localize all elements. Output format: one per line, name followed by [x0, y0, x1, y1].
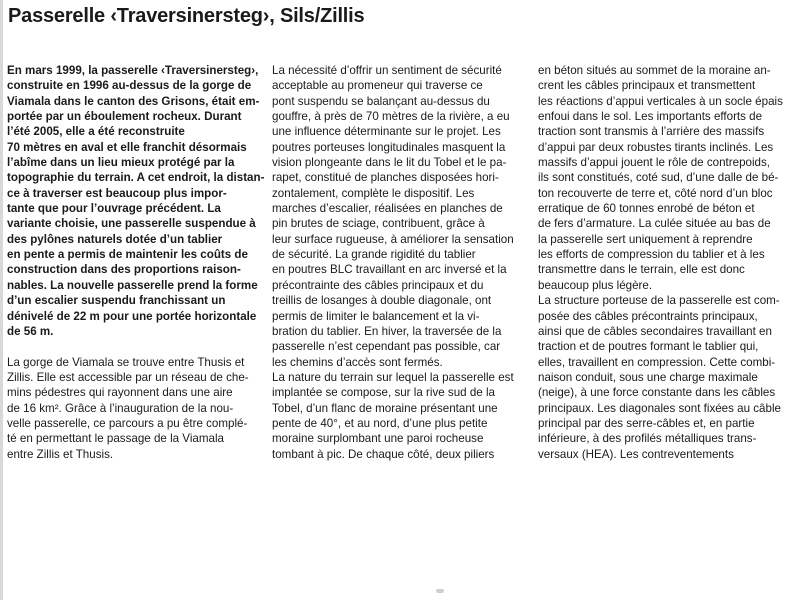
body-paragraph — [7, 355, 264, 462]
text-line: pont suspendu se balançant au-dessus du — [272, 94, 490, 108]
text-line: velle passerelle, ce parcours a pu être complé- — [7, 416, 248, 430]
text-line: poutres porteuses longitudinales masquent la — [272, 140, 506, 154]
text-line: d’un escalier suspendu franchissant un — [7, 294, 226, 308]
text-line: principal par des serre-câbles et, en partie — [538, 416, 755, 430]
text-line: leur surface rugueuse, à améliorer la sensation — [272, 232, 514, 246]
text-line: La gorge de Viamala se trouve entre Thusis et — [7, 355, 245, 369]
text-line: de sécurité. La grande rigidité du tablier — [272, 248, 476, 262]
text-line: une influence déterminante sur le projet. Les — [272, 125, 501, 139]
paragraph-gap — [7, 339, 264, 354]
text-line: tombant à pic. De chaque côté, deux piliers — [272, 447, 495, 461]
text-line: naison conduit, sous une charge maximale — [538, 370, 758, 384]
text-line: enfoui dans le sol. Les importants efforts de — [538, 110, 763, 124]
text-line: de fers d’armature. La culée située au bas de — [538, 217, 771, 231]
text-line: bration du tablier. En hiver, la traversée de la — [272, 324, 502, 338]
text-line: traction et de poutres formant le tablier qui, — [538, 340, 759, 354]
text-line: mins pédestres qui rayonnent dans une aire — [7, 386, 233, 400]
text-line: posée des câbles précontraints principaux, — [538, 309, 758, 323]
text-line: principaux. Les diagonales sont fixées au câble — [538, 401, 781, 415]
text-line: les chemins d’accès sont fermés. — [272, 355, 443, 369]
text-line: ils sont constitués, coté sud, d’une dalle de bé- — [538, 171, 779, 185]
text-line: la passerelle sert uniquement à reprendre — [538, 232, 753, 246]
text-line: marches d’escalier, réalisées en planches de — [272, 202, 503, 216]
text-line: de 16 km². Grâce à l’inauguration de la nou- — [7, 401, 234, 415]
text-line: treillis de losanges à double diagonale, ont — [272, 294, 492, 308]
text-line: traction sont transmis à l’arrière des massifs — [538, 125, 765, 139]
text-line: ton recouverte de terre et, côté nord d’un bloc — [538, 186, 773, 200]
lead-paragraph — [7, 63, 264, 339]
text-line: passerelle n’est cependant pas possible, car — [272, 340, 501, 354]
text-line: dénivelé de 22 m pour une portée horizontale — [7, 309, 257, 323]
scan-artifact — [436, 589, 444, 593]
text-line: les efforts de compression du tablier et à les — [538, 248, 765, 262]
text-line: nables. La nouvelle passerelle prend la forme — [7, 278, 258, 292]
column-3 — [538, 63, 783, 462]
text-line: En mars 1999, la passerelle ‹Traversinersteg›, — [7, 64, 259, 77]
text-line: La nature du terrain sur lequel la passerelle est — [272, 370, 514, 384]
text-line: topographie du terrain. A cet endroit, la distan- — [7, 171, 265, 185]
text-line: en poutres BLC travaillant en arc inversé et la — [272, 263, 507, 277]
text-line: 70 mètres en aval et elle franchit désormais — [7, 140, 247, 154]
text-line: massifs d’appui jouent le rôle de contrepoids, — [538, 156, 771, 170]
text-line: des pylônes naturels dotée d’un tablier — [7, 232, 223, 246]
text-line: gouffre, à près de 70 mètres de la rivière, a eu — [272, 110, 510, 124]
text-line: La structure porteuse de la passerelle est com- — [538, 294, 780, 308]
text-line: portée par un éboulement rocheux. Durant — [7, 110, 242, 124]
text-line: permis de limiter le balancement et la vi- — [272, 309, 480, 323]
text-line: Viamala dans le canton des Grisons, était em- — [7, 94, 260, 108]
text-line: construction dans des proportions raison- — [7, 263, 241, 277]
text-line: d’appui par deux robustes tirants inclinés. Les — [538, 140, 774, 154]
text-line: rapet, constitué de planches disposées hori- — [272, 171, 499, 185]
text-line: La nécessité d’offrir un sentiment de sécurité — [272, 64, 502, 77]
text-line: pin brutes de sciage, contribuent, grâce à — [272, 217, 485, 231]
text-line: de 56 m. — [7, 324, 54, 338]
text-line: ainsi que de câbles secondaires travaillant en — [538, 324, 772, 338]
column-1 — [7, 63, 264, 462]
text-line: l’abîme dans un lieu mieux protégé par la — [7, 156, 235, 170]
text-line: beaucoup plus légère. — [538, 278, 653, 292]
text-line: Tobel, d’un flanc de moraine présentant une — [272, 401, 498, 415]
scan-edge — [0, 0, 3, 600]
text-line: vision plongeante dans le lit du Tobel et le pa- — [272, 156, 507, 170]
article-title: Passerelle ‹Traversinersteg›, Sils/Zillis — [8, 5, 365, 27]
text-line: inférieure, à des profilés métalliques trans- — [538, 432, 757, 446]
text-line: crent les câbles principaux et transmettent — [538, 79, 756, 93]
text-line: elles, travaillent en compression. Cette combi- — [538, 355, 776, 369]
column-2 — [272, 63, 514, 462]
text-line: transmettre dans le terrain, elle est donc — [538, 263, 745, 277]
text-line: implantée se compose, sur la rive sud de la — [272, 386, 495, 400]
text-line: versaux (HEA). Les contreventements — [538, 447, 734, 461]
text-line: en pente a permis de maintenir les coûts de — [7, 248, 248, 262]
text-line: les réactions d’appui verticales à un socle épais — [538, 94, 783, 108]
text-line: variante choisie, une passerelle suspendue à — [7, 217, 256, 231]
text-line: entre Zillis et Thusis. — [7, 447, 114, 461]
text-line: en béton situés au sommet de la moraine an- — [538, 64, 771, 77]
text-line: moraine surplombant une paroi rocheuse — [272, 432, 484, 446]
text-line: acceptable au promeneur qui traverse ce — [272, 79, 483, 93]
text-line: té en permettant le passage de la Viamala — [7, 432, 224, 446]
text-line: tante que pour l’ouvrage précédent. La — [7, 202, 221, 216]
text-line: zontalement, complète le dispositif. Les — [272, 186, 475, 200]
text-line: ce à traverser est beaucoup plus impor- — [7, 186, 227, 200]
text-line: l’été 2005, elle a été reconstruite — [7, 125, 185, 139]
text-line: (neige), à une force constante dans les câbles — [538, 386, 776, 400]
text-line: Zillis. Elle est accessible par un réseau de che- — [7, 370, 249, 384]
text-line: pente de 40°, et au nord, d’une plus petite — [272, 416, 488, 430]
text-line: erratique de 60 tonnes enrobé de béton et — [538, 202, 755, 216]
text-line: construite en 1996 au-dessus de la gorge de — [7, 79, 252, 93]
text-line: précontrainte des câbles principaux et du — [272, 278, 484, 292]
